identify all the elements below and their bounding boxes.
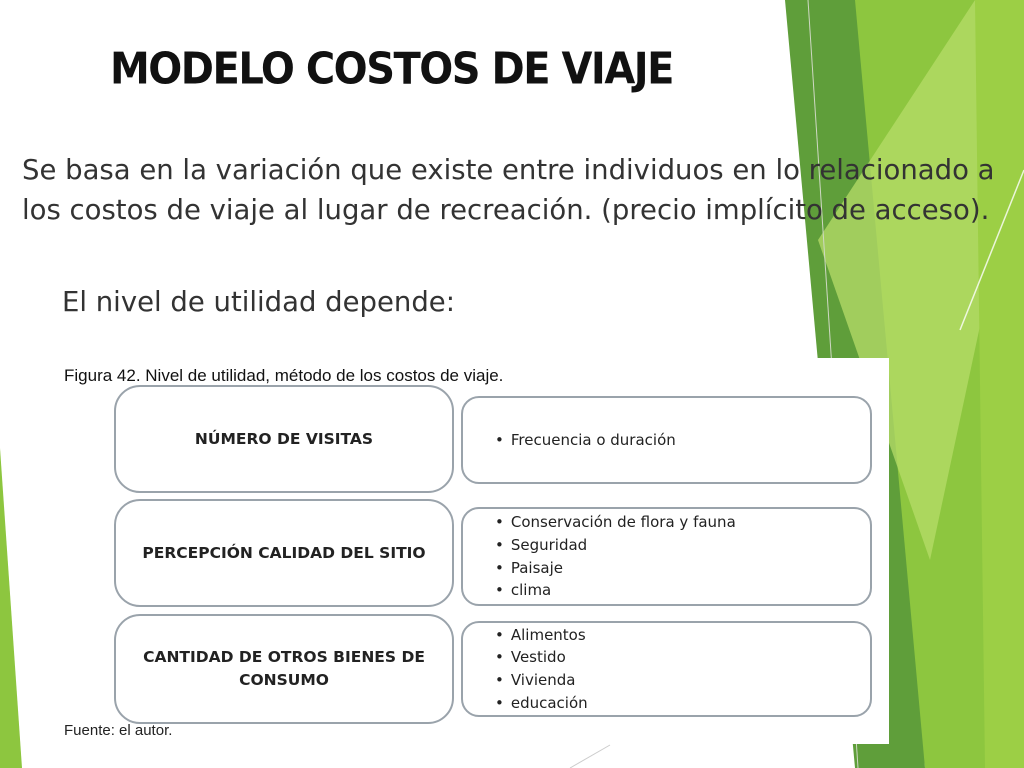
row-items-box [461, 507, 872, 606]
row-items-list [495, 511, 870, 602]
slide-title: MODELO COSTOS DE VIAJE [110, 44, 673, 95]
list-item: • Paisaje [495, 557, 870, 580]
green-corner-left [0, 448, 22, 768]
row-label-box [114, 499, 454, 607]
list-item: • Seguridad [495, 534, 870, 557]
list-item: • Alimentos [495, 624, 870, 647]
row-label: CANTIDAD DE OTROS BIENES DE CONSUMO [143, 648, 425, 689]
figure-source: Fuente: el autor. [64, 722, 173, 739]
list-item: • educación [495, 692, 870, 715]
list-item: • clima [495, 579, 870, 602]
row-items-list [495, 429, 870, 452]
utility-figure [58, 358, 889, 744]
figure-caption: Figura 42. Nivel de utilidad, método de los costos de viaje. [64, 366, 504, 385]
row-label-box [114, 614, 454, 724]
list-item: • Frecuencia o duración [495, 429, 870, 452]
slide-subtitle: El nivel de utilidad depende: [62, 286, 455, 318]
list-item: • Vivienda [495, 669, 870, 692]
row-items-list [495, 624, 870, 715]
thin-line-3 [570, 745, 610, 768]
list-item: • Vestido [495, 646, 870, 669]
list-item: • Conservación de flora y fauna [495, 511, 870, 534]
slide-body-text: Se basa en la variación que existe entre individuos en lo relacionado a los costos de viaje al lugar de recreación. (precio implícito de acceso). [22, 154, 995, 226]
row-items-box [461, 621, 872, 717]
row-label: NÚMERO DE VISITAS [194, 429, 374, 448]
row-items-box [461, 396, 872, 484]
row-label-box [114, 385, 454, 493]
row-label: PERCEPCIÓN CALIDAD DEL SITIO [142, 543, 426, 562]
